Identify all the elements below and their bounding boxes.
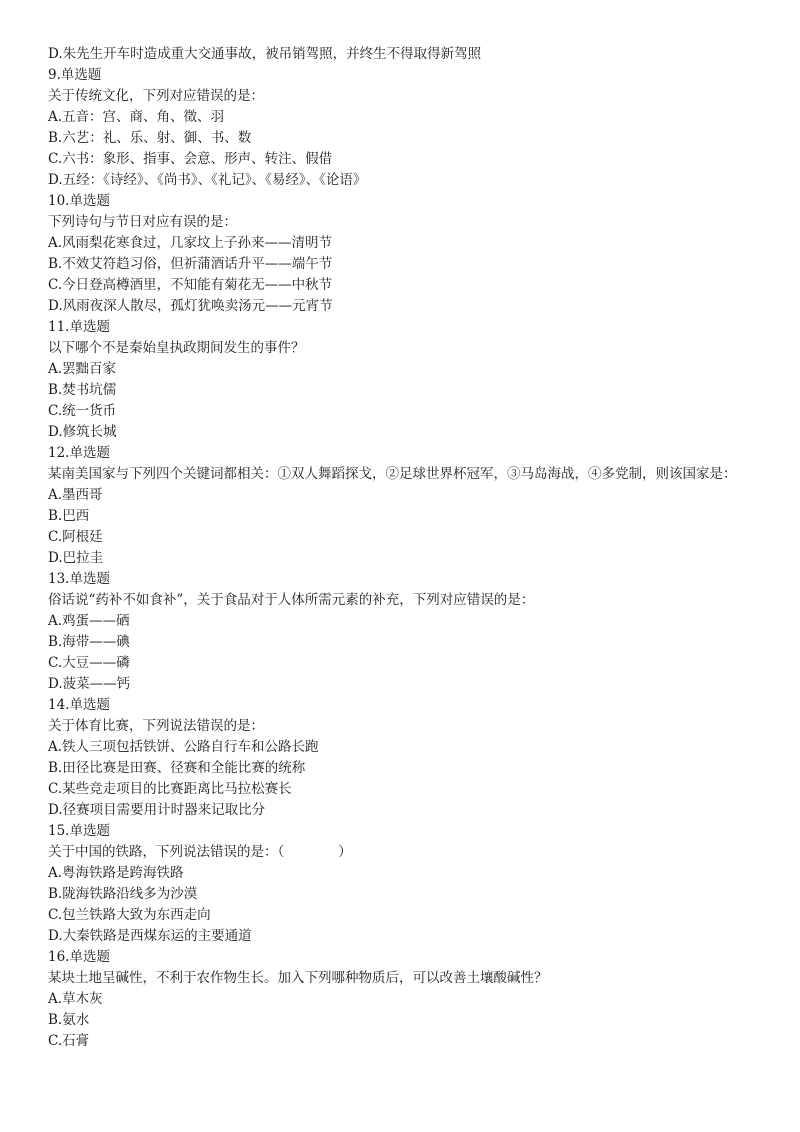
- question-block: [48, 569, 768, 695]
- option-text: D.风雨夜深人散尽，孤灯犹唤卖汤元——元宵节: [48, 298, 333, 314]
- option-text: B.田径比赛是田赛、径赛和全能比赛的统称: [48, 760, 306, 776]
- option-text: A.铁人三项包括铁饼、公路自行车和公路长跑: [48, 739, 319, 755]
- question-number: 10.单选题: [48, 193, 110, 209]
- question-block: [48, 317, 768, 443]
- option-text: B.海带——碘: [48, 634, 130, 650]
- question-block: [48, 947, 768, 1052]
- question-number: 15.单选题: [48, 823, 110, 839]
- question-block: [48, 695, 768, 821]
- question-stem: 关于体育比赛，下列说法错误的是：: [48, 718, 264, 734]
- option-text: A.五音：宫、商、角、徵、羽: [48, 109, 225, 125]
- option-text: C.六书：象形、指事、会意、形声、转注、假借: [48, 151, 333, 167]
- question-block: [48, 65, 768, 191]
- option-text: D.大秦铁路是西煤东运的主要通道: [48, 928, 252, 944]
- option-text: C.阿根廷: [48, 529, 103, 545]
- document-page: [48, 44, 768, 1052]
- option-text: B.巴西: [48, 508, 90, 524]
- question-number: 12.单选题: [48, 445, 110, 461]
- question-block: [48, 443, 768, 569]
- option-text: B.不效艾符趋习俗，但祈蒲酒话升平——端午节: [48, 256, 333, 272]
- question-stem: 俗话说“药补不如食补”，关于食品对于人体所需元素的补充，下列对应错误的是：: [48, 592, 535, 608]
- option-text: D.菠菜——钙: [48, 676, 131, 692]
- option-text: C.石膏: [48, 1033, 90, 1049]
- option-text: A.草木灰: [48, 991, 103, 1007]
- option-text: B.焚书坑儒: [48, 382, 117, 398]
- option-text: B.氨水: [48, 1012, 90, 1028]
- option-text: B.六艺：礼、乐、射、御、书、数: [48, 130, 252, 146]
- option-text: A.鸡蛋——硒: [48, 613, 130, 629]
- question-number: 9.单选题: [48, 67, 102, 83]
- question-number: 14.单选题: [48, 697, 110, 713]
- option-text: C.某些竞走项目的比赛距离比马拉松赛长: [48, 781, 292, 797]
- question-stem: 关于中国的铁路，下列说法错误的是：（ ）: [48, 844, 352, 860]
- option-text: D.朱先生开车时造成重大交通事故，被吊销驾照，并终生不得取得新驾照: [48, 46, 482, 62]
- option-text: D.径赛项目需要用计时器来记取比分: [48, 802, 266, 818]
- question-stem: 下列诗句与节日对应有误的是：: [48, 214, 237, 230]
- option-text: C.今日登高樽酒里，不知能有菊花无——中秋节: [48, 277, 333, 293]
- option-text: D.修筑长城: [48, 424, 117, 440]
- question-stem: 某南美国家与下列四个关键词都相关：①双人舞蹈探戈，②足球世界杯冠军，③马岛海战，④多党制，则该国家是：: [48, 466, 737, 482]
- question-block: [48, 821, 768, 947]
- option-text: C.统一货币: [48, 403, 117, 419]
- option-text: C.大豆——磷: [48, 655, 130, 671]
- question-block: [48, 191, 768, 317]
- question-number: 16.单选题: [48, 949, 110, 965]
- option-text: C.包兰铁路大致为东西走向: [48, 907, 211, 923]
- option-text: D.巴拉圭: [48, 550, 104, 566]
- question-number: 11.单选题: [48, 319, 110, 335]
- option-text: B.陇海铁路沿线多为沙漠: [48, 886, 198, 902]
- option-text: D.五经：《诗经》、《尚书》、《礼记》、《易经》、《论语》: [48, 172, 367, 188]
- question-number: 13.单选题: [48, 571, 110, 587]
- option-text: A.风雨梨花寒食过，几家坟上子孙来——清明节: [48, 235, 333, 251]
- question-stem: 某块土地呈碱性，不利于农作物生长。加入下列哪种物质后，可以改善土壤酸碱性？: [48, 970, 548, 986]
- option-text: A.墨西哥: [48, 487, 103, 503]
- option-text: A.罢黜百家: [48, 361, 117, 377]
- question-stem: 以下哪个不是秦始皇执政期间发生的事件？: [48, 340, 305, 356]
- question-stem: 关于传统文化，下列对应错误的是：: [48, 88, 264, 104]
- option-text: A.粤海铁路是跨海铁路: [48, 865, 184, 881]
